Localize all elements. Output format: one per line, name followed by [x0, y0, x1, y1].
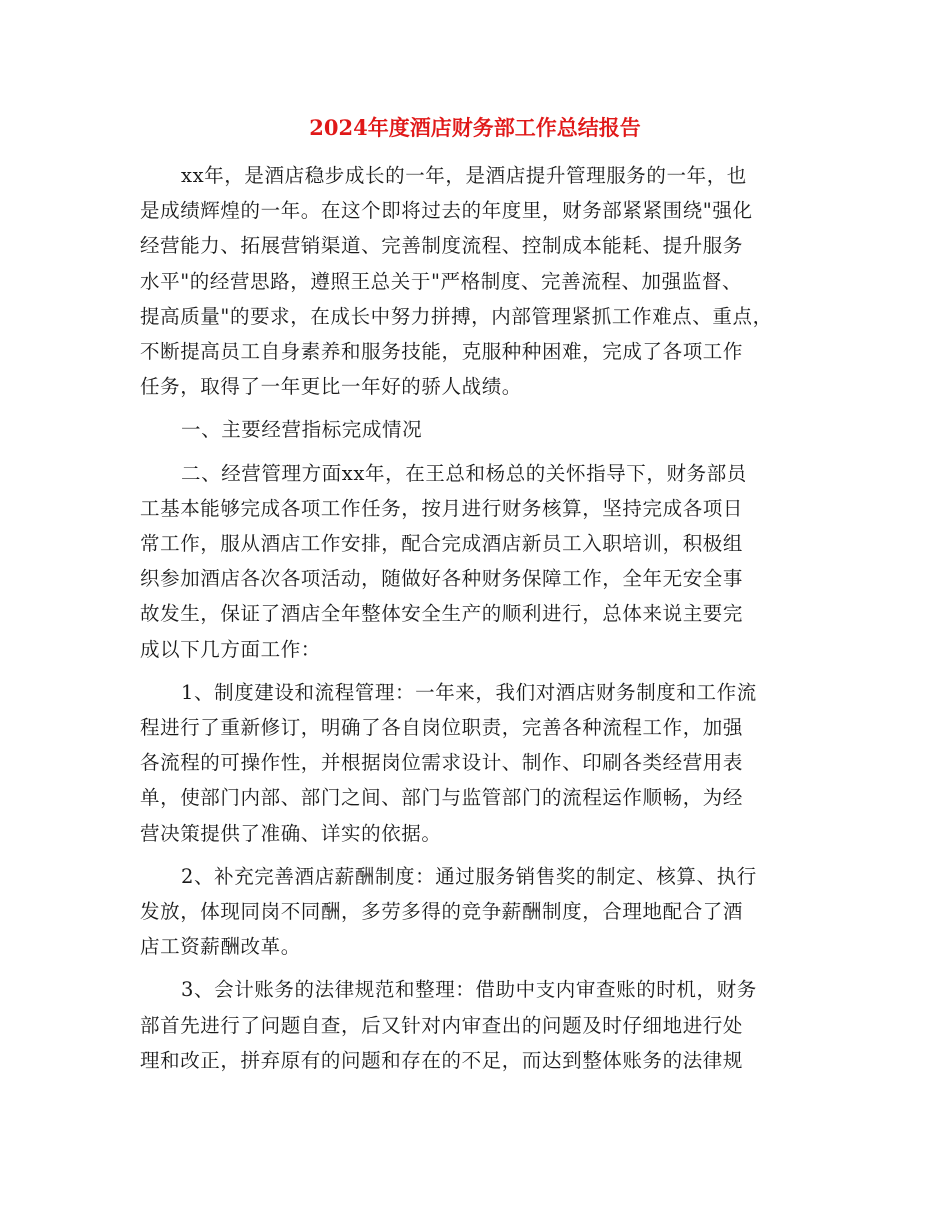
text-line: 理和改正，拼弃原有的问题和存在的不足，而达到整体账务的法律规 — [140, 1048, 744, 1072]
section-heading-1 — [140, 412, 812, 447]
text-line: 水平"的经营思路，遵照王总关于"严格制度、完善流程、加强监督、 — [140, 269, 743, 293]
text-line: 经营能力、拓展营销渠道、完善制度流程、控制成本能耗、提升服务 — [140, 234, 744, 258]
text-line: 程进行了重新修订，明确了各自岗位职责，完善各种流程工作，加强 — [140, 716, 744, 740]
text-line: 是成绩辉煌的一年。在这个即将过去的年度里，财务部紧紧围绕"强化 — [140, 199, 753, 223]
text-line: 工基本能够完成各项工作任务，按月进行财务核算，坚持完成各项日 — [140, 496, 744, 520]
text-line: 店工资薪酬改革。 — [140, 935, 301, 959]
paragraph-item-1 — [140, 675, 812, 851]
document-title: 2024年度酒店财务部工作总结报告 — [309, 115, 641, 140]
text-line: 成以下几方面工作： — [140, 637, 321, 661]
text-line: 单，使部门内部、部门之间、部门与监管部门的流程运作顺畅，为经 — [140, 786, 744, 810]
text-line: 2、补充完善酒店薪酬制度：通过服务销售奖的制定、核算、执行 — [181, 864, 757, 888]
text-line: xx年，是酒店稳步成长的一年，是酒店提升管理服务的一年，也 — [181, 164, 747, 187]
text-line: 织参加酒店各次各项活动，随做好各种财务保障工作，全年无安全事 — [140, 567, 744, 591]
text-line: 一、主要经营指标完成情况 — [181, 418, 423, 442]
text-line: 故发生，保证了酒店全年整体安全生产的顺利进行，总体来说主要完 — [140, 602, 744, 626]
paragraph-intro — [140, 158, 812, 404]
text-line: 任务，取得了一年更比一年好的骄人战绩。 — [140, 375, 522, 399]
text-line: 二、经营管理方面xx年，在王总和杨总的关怀指导下，财务部员 — [181, 461, 747, 485]
text-line: 部首先进行了问题自查，后又针对内审查出的问题及时仔细地进行处 — [140, 1013, 744, 1037]
text-line: 各流程的可操作性，并根据岗位需求设计、制作、印刷各类经营用表 — [140, 751, 744, 775]
paragraph-section-2 — [140, 456, 812, 667]
paragraph-item-2 — [140, 859, 812, 965]
text-line: 营决策提供了准确、详实的依据。 — [140, 821, 442, 845]
text-line: 1、制度建设和流程管理：一年来，我们对酒店财务制度和工作流 — [181, 680, 757, 704]
paragraph-item-3 — [140, 972, 812, 1078]
text-line: 3、会计账务的法律规范和整理：借助中支内审查账的时机，财务 — [181, 978, 757, 1002]
text-line: 发放，体现同岗不同酬，多劳多得的竞争薪酬制度，合理地配合了酒 — [140, 900, 744, 924]
text-line: 提高质量"的要求，在成长中努力拼搏，内部管理紧抓工作难点、重点， — [140, 304, 773, 328]
text-line: 不断提高员工自身素养和服务技能，克服种种困难，完成了各项工作 — [140, 340, 744, 364]
text-line: 常工作，服从酒店工作安排，配合完成酒店新员工入职培训，积极组 — [140, 532, 744, 556]
document-body — [140, 158, 812, 1078]
